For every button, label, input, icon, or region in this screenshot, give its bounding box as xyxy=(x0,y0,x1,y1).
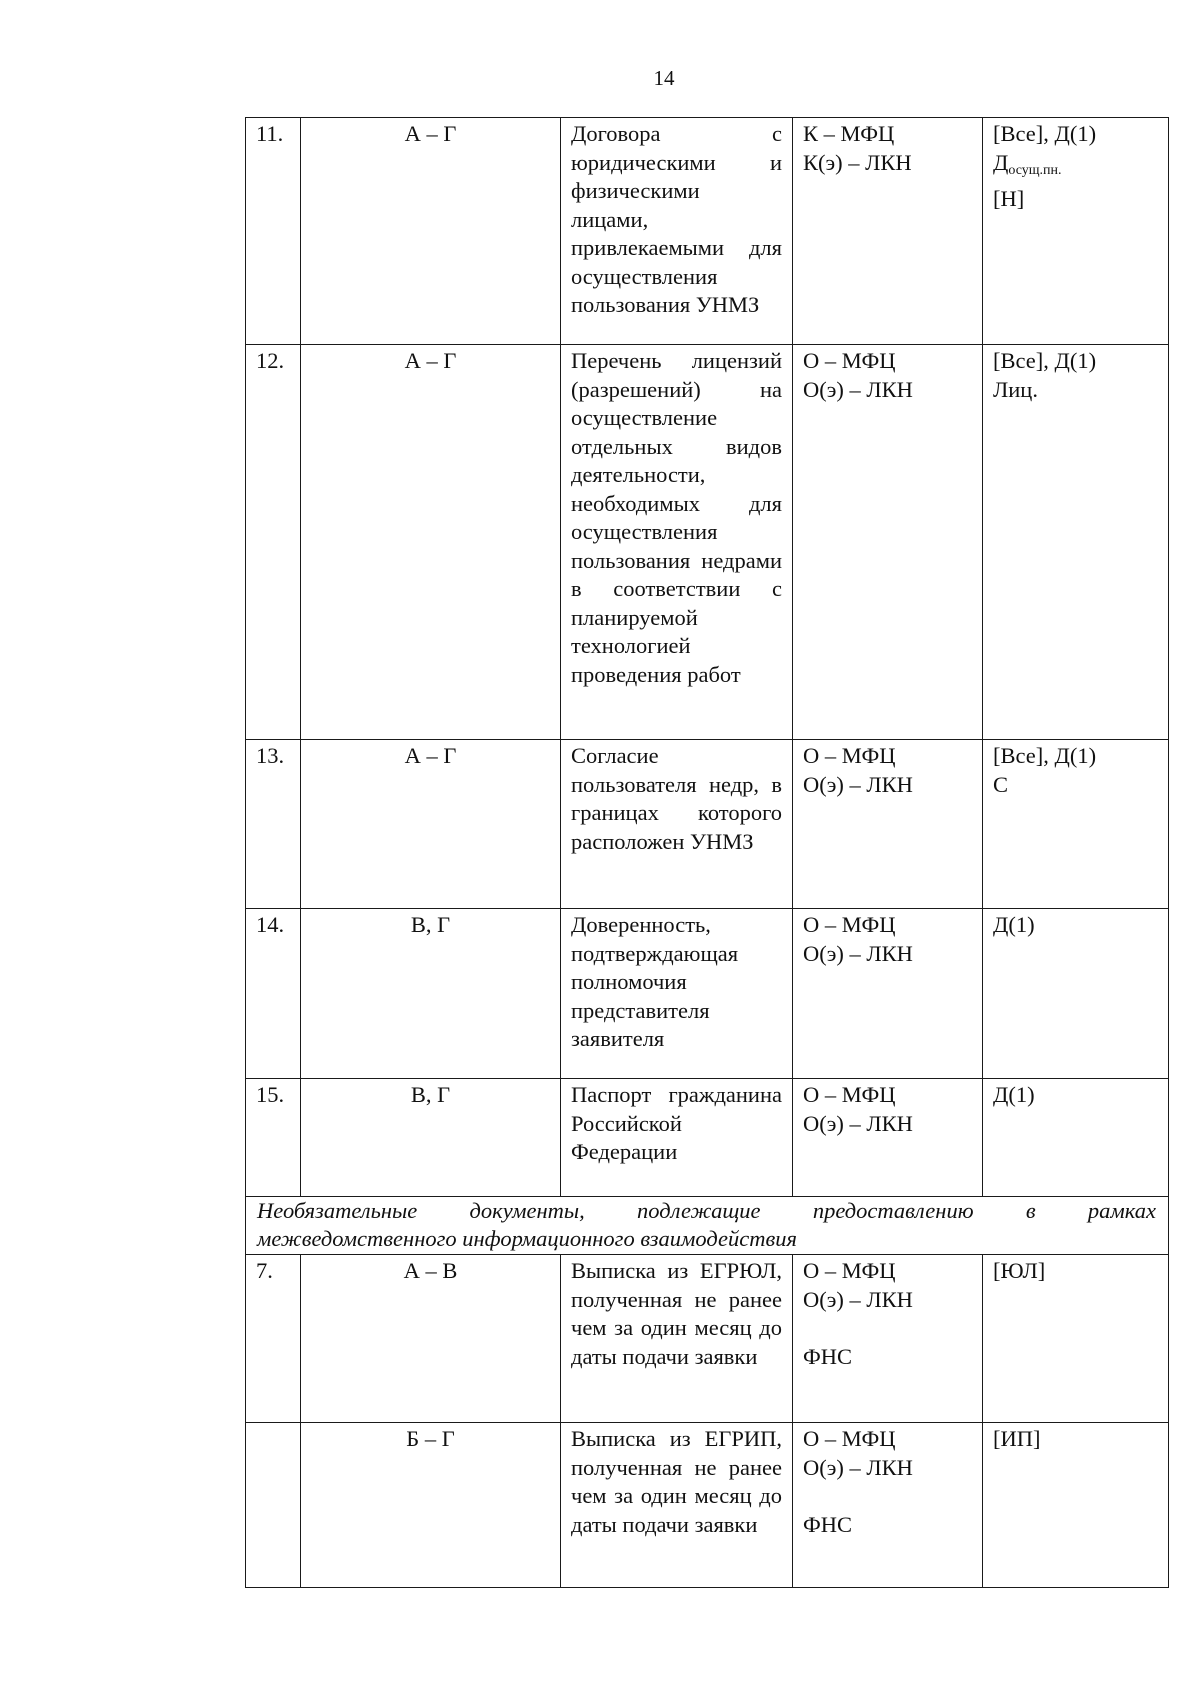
section-heading-row xyxy=(246,1197,1169,1255)
method-line xyxy=(803,1482,972,1511)
document-name: Паспорт гражданина Российской Федерации xyxy=(561,1079,793,1197)
section-heading xyxy=(246,1197,1169,1255)
applicant-category: А – В xyxy=(301,1255,561,1423)
document-conditions xyxy=(983,1255,1169,1423)
document-conditions xyxy=(983,909,1169,1079)
document-conditions xyxy=(983,740,1169,909)
method-line: О – МФЦ xyxy=(803,1258,896,1283)
table-row xyxy=(246,1079,1169,1197)
submission-method xyxy=(793,118,983,345)
document-name: Выписка из ЕГРЮЛ, полученная не ранее чем за один месяц до даты подачи заявки xyxy=(561,1255,793,1423)
table-row xyxy=(246,909,1169,1079)
applicant-category: Б – Г xyxy=(301,1423,561,1588)
row-number: 11. xyxy=(246,118,301,345)
method-line: К(э) – ЛКН xyxy=(803,149,912,175)
row-number: 15. xyxy=(246,1079,301,1197)
submission-method xyxy=(793,740,983,909)
method-line: О – МФЦ xyxy=(803,1426,896,1451)
submission-method xyxy=(793,1423,983,1588)
method-line: О(э) – ЛКН xyxy=(803,376,913,402)
method-line: О(э) – ЛКН xyxy=(803,1454,913,1480)
condition-line: [Все], Д(1) xyxy=(993,743,1097,768)
row-number: 7. xyxy=(246,1255,301,1423)
condition-line: С xyxy=(993,771,1009,797)
applicant-category: А – Г xyxy=(301,345,561,740)
method-line: О(э) – ЛКН xyxy=(803,1286,913,1312)
condition-line: Лиц. xyxy=(993,376,1038,402)
table-row xyxy=(246,740,1169,909)
method-line: ФНС xyxy=(803,1343,853,1369)
row-number xyxy=(246,1423,301,1588)
method-line: О – МФЦ xyxy=(803,348,896,373)
document-name: Доверенность, подтверждающая полномочия представителя заявителя xyxy=(561,909,793,1079)
table-row xyxy=(246,1423,1169,1588)
method-line: О(э) – ЛКН xyxy=(803,771,913,797)
table-row xyxy=(246,118,1169,345)
documents-table xyxy=(245,117,1169,1588)
method-line: О – МФЦ xyxy=(803,912,896,937)
submission-method xyxy=(793,345,983,740)
applicant-category: В, Г xyxy=(301,909,561,1079)
row-number: 12. xyxy=(246,345,301,740)
section-heading-line: межведомственного информационного взаимодействия xyxy=(257,1226,797,1251)
applicant-category: А – Г xyxy=(301,118,561,345)
section-heading-line: Необязательные документы, подлежащие предоставлению в рамках xyxy=(257,1198,1156,1223)
method-line: О – МФЦ xyxy=(803,1082,896,1107)
submission-method xyxy=(793,909,983,1079)
row-number: 13. xyxy=(246,740,301,909)
condition-line: [Н] xyxy=(993,186,1025,211)
document-name: Договора с юридическими и физическими лицами, привлекаемыми для осуществления пользования УНМЗ xyxy=(561,118,793,345)
document-name: Выписка из ЕГРИП, полученная не ранее чем за один месяц до даты подачи заявки xyxy=(561,1423,793,1588)
submission-method xyxy=(793,1255,983,1423)
condition-line: $Д_{осущ.пн.}$ xyxy=(993,149,1062,178)
applicant-category: А – Г xyxy=(301,740,561,909)
condition-line: Д(1) xyxy=(993,1082,1035,1107)
document-conditions xyxy=(983,345,1169,740)
table-row xyxy=(246,1255,1169,1423)
method-line: О(э) – ЛКН xyxy=(803,1110,913,1136)
method-line: О(э) – ЛКН xyxy=(803,940,913,966)
document-name: Перечень лицензий (разрешений) на осуществление отдельных видов деятельности, необходимых для осуществления пользования недрами в соответствии с планируемой технологией проведения работ xyxy=(561,345,793,740)
applicant-category: В, Г xyxy=(301,1079,561,1197)
document-conditions xyxy=(983,1079,1169,1197)
condition-line: [ИП] xyxy=(993,1426,1041,1451)
table-row xyxy=(246,345,1169,740)
condition-line: Д(1) xyxy=(993,912,1035,937)
method-line xyxy=(803,1314,972,1343)
document-conditions xyxy=(983,118,1169,345)
method-line: О – МФЦ xyxy=(803,743,896,768)
condition-line: [Все], Д(1) xyxy=(993,348,1097,373)
document-conditions xyxy=(983,1423,1169,1588)
method-line: К – МФЦ xyxy=(803,121,895,146)
condition-line: [ЮЛ] xyxy=(993,1258,1046,1283)
method-line: ФНС xyxy=(803,1511,853,1537)
page-number: 14 xyxy=(653,66,675,90)
row-number: 14. xyxy=(246,909,301,1079)
condition-line: [Все], Д(1) xyxy=(993,121,1097,146)
submission-method xyxy=(793,1079,983,1197)
document-name: Согласие пользователя недр, в границах которого расположен УНМЗ xyxy=(561,740,793,909)
